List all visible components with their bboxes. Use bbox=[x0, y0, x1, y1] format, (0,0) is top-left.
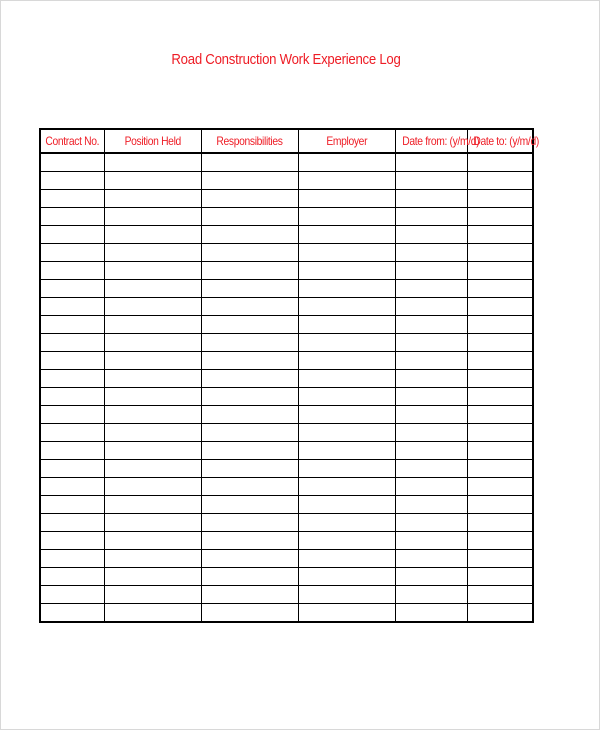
cell-date-from[interactable] bbox=[395, 460, 467, 478]
cell-employer[interactable] bbox=[298, 406, 395, 424]
cell-responsibilities[interactable] bbox=[201, 442, 298, 460]
cell-date-to[interactable] bbox=[467, 334, 533, 352]
cell-employer[interactable] bbox=[298, 532, 395, 550]
cell-date-from[interactable] bbox=[395, 424, 467, 442]
table-row bbox=[40, 226, 533, 244]
cell-employer[interactable] bbox=[298, 208, 395, 226]
cell-responsibilities[interactable] bbox=[201, 352, 298, 370]
cell-responsibilities[interactable] bbox=[201, 334, 298, 352]
cell-responsibilities[interactable] bbox=[201, 244, 298, 262]
cell-employer[interactable] bbox=[298, 334, 395, 352]
cell-responsibilities[interactable] bbox=[201, 586, 298, 604]
cell-date-to[interactable] bbox=[467, 442, 533, 460]
cell-responsibilities[interactable] bbox=[201, 316, 298, 334]
cell-contract-no[interactable] bbox=[40, 442, 104, 460]
cell-date-from[interactable] bbox=[395, 262, 467, 280]
cell-date-to[interactable] bbox=[467, 190, 533, 208]
cell-employer[interactable] bbox=[298, 352, 395, 370]
table-row bbox=[40, 172, 533, 190]
cell-position-held[interactable] bbox=[104, 550, 201, 568]
cell-contract-no[interactable] bbox=[40, 262, 104, 280]
cell-date-to[interactable] bbox=[467, 226, 533, 244]
cell-date-from[interactable] bbox=[395, 190, 467, 208]
page-title: Road Construction Work Experience Log bbox=[171, 51, 401, 68]
cell-responsibilities[interactable] bbox=[201, 514, 298, 532]
cell-date-to[interactable] bbox=[467, 298, 533, 316]
cell-date-to[interactable] bbox=[467, 478, 533, 496]
cell-employer[interactable] bbox=[298, 514, 395, 532]
table-row bbox=[40, 262, 533, 280]
cell-date-to[interactable] bbox=[467, 460, 533, 478]
cell-position-held[interactable] bbox=[104, 496, 201, 514]
cell-position-held[interactable] bbox=[104, 514, 201, 532]
cell-position-held[interactable] bbox=[104, 190, 201, 208]
cell-date-from[interactable] bbox=[395, 586, 467, 604]
cell-contract-no[interactable] bbox=[40, 352, 104, 370]
cell-date-to[interactable] bbox=[467, 550, 533, 568]
cell-position-held[interactable] bbox=[104, 406, 201, 424]
table-row bbox=[40, 496, 533, 514]
column-header-employer: Employer bbox=[298, 129, 395, 153]
cell-responsibilities[interactable] bbox=[201, 208, 298, 226]
cell-employer[interactable] bbox=[298, 262, 395, 280]
cell-date-from[interactable] bbox=[395, 478, 467, 496]
table-row bbox=[40, 478, 533, 496]
cell-employer[interactable] bbox=[298, 316, 395, 334]
cell-employer[interactable] bbox=[298, 244, 395, 262]
column-header-contract-no: Contract No. bbox=[40, 129, 104, 153]
cell-date-to[interactable] bbox=[467, 262, 533, 280]
cell-date-from[interactable] bbox=[395, 298, 467, 316]
cell-date-to[interactable] bbox=[467, 208, 533, 226]
cell-date-from[interactable] bbox=[395, 568, 467, 586]
table-row bbox=[40, 406, 533, 424]
cell-contract-no[interactable] bbox=[40, 298, 104, 316]
cell-position-held[interactable] bbox=[104, 153, 201, 172]
cell-date-from[interactable] bbox=[395, 388, 467, 406]
cell-responsibilities[interactable] bbox=[201, 226, 298, 244]
table-row bbox=[40, 424, 533, 442]
cell-date-from[interactable] bbox=[395, 153, 467, 172]
cell-contract-no[interactable] bbox=[40, 153, 104, 172]
cell-contract-no[interactable] bbox=[40, 604, 104, 623]
cell-date-to[interactable] bbox=[467, 568, 533, 586]
table-row bbox=[40, 586, 533, 604]
cell-employer[interactable] bbox=[298, 226, 395, 244]
table-row bbox=[40, 514, 533, 532]
cell-employer[interactable] bbox=[298, 496, 395, 514]
column-header-responsibilities: Responsibilities bbox=[201, 129, 298, 153]
table-row bbox=[40, 460, 533, 478]
cell-contract-no[interactable] bbox=[40, 424, 104, 442]
cell-responsibilities[interactable] bbox=[201, 478, 298, 496]
cell-contract-no[interactable] bbox=[40, 190, 104, 208]
table-row bbox=[40, 316, 533, 334]
cell-responsibilities[interactable] bbox=[201, 153, 298, 172]
cell-position-held[interactable] bbox=[104, 226, 201, 244]
cell-position-held[interactable] bbox=[104, 298, 201, 316]
cell-date-to[interactable] bbox=[467, 406, 533, 424]
cell-employer[interactable] bbox=[298, 586, 395, 604]
cell-employer[interactable] bbox=[298, 568, 395, 586]
cell-contract-no[interactable] bbox=[40, 460, 104, 478]
cell-contract-no[interactable] bbox=[40, 568, 104, 586]
cell-employer[interactable] bbox=[298, 478, 395, 496]
cell-responsibilities[interactable] bbox=[201, 298, 298, 316]
cell-position-held[interactable] bbox=[104, 352, 201, 370]
cell-contract-no[interactable] bbox=[40, 406, 104, 424]
table-row bbox=[40, 352, 533, 370]
cell-contract-no[interactable] bbox=[40, 280, 104, 298]
cell-employer[interactable] bbox=[298, 172, 395, 190]
cell-responsibilities[interactable] bbox=[201, 406, 298, 424]
cell-contract-no[interactable] bbox=[40, 388, 104, 406]
cell-responsibilities[interactable] bbox=[201, 568, 298, 586]
cell-employer[interactable] bbox=[298, 460, 395, 478]
cell-date-to[interactable] bbox=[467, 244, 533, 262]
cell-date-to[interactable] bbox=[467, 604, 533, 623]
cell-date-to[interactable] bbox=[467, 586, 533, 604]
cell-responsibilities[interactable] bbox=[201, 190, 298, 208]
cell-responsibilities[interactable] bbox=[201, 532, 298, 550]
table-row bbox=[40, 190, 533, 208]
table-row bbox=[40, 550, 533, 568]
experience-log-table bbox=[39, 128, 539, 623]
cell-date-to[interactable] bbox=[467, 514, 533, 532]
cell-date-from[interactable] bbox=[395, 334, 467, 352]
cell-date-from[interactable] bbox=[395, 496, 467, 514]
cell-position-held[interactable] bbox=[104, 478, 201, 496]
cell-contract-no[interactable] bbox=[40, 550, 104, 568]
cell-responsibilities[interactable] bbox=[201, 172, 298, 190]
cell-contract-no[interactable] bbox=[40, 478, 104, 496]
table-row bbox=[40, 370, 533, 388]
cell-contract-no[interactable] bbox=[40, 226, 104, 244]
cell-date-from[interactable] bbox=[395, 280, 467, 298]
cell-responsibilities[interactable] bbox=[201, 370, 298, 388]
cell-date-from[interactable] bbox=[395, 406, 467, 424]
cell-position-held[interactable] bbox=[104, 262, 201, 280]
cell-contract-no[interactable] bbox=[40, 370, 104, 388]
table-row bbox=[40, 604, 533, 623]
table-row bbox=[40, 532, 533, 550]
cell-responsibilities[interactable] bbox=[201, 550, 298, 568]
cell-position-held[interactable] bbox=[104, 460, 201, 478]
cell-position-held[interactable] bbox=[104, 532, 201, 550]
cell-position-held[interactable] bbox=[104, 586, 201, 604]
cell-date-from[interactable] bbox=[395, 442, 467, 460]
cell-date-to[interactable] bbox=[467, 496, 533, 514]
table-row bbox=[40, 153, 533, 172]
column-header-date-from: Date from: (y/m/d) bbox=[395, 129, 467, 153]
cell-position-held[interactable] bbox=[104, 172, 201, 190]
cell-date-to[interactable] bbox=[467, 172, 533, 190]
cell-position-held[interactable] bbox=[104, 442, 201, 460]
cell-position-held[interactable] bbox=[104, 208, 201, 226]
column-header-position-held: Position Held bbox=[104, 129, 201, 153]
cell-contract-no[interactable] bbox=[40, 334, 104, 352]
cell-position-held[interactable] bbox=[104, 334, 201, 352]
cell-date-from[interactable] bbox=[395, 604, 467, 623]
cell-contract-no[interactable] bbox=[40, 514, 104, 532]
cell-date-to[interactable] bbox=[467, 532, 533, 550]
cell-responsibilities[interactable] bbox=[201, 604, 298, 623]
cell-employer[interactable] bbox=[298, 550, 395, 568]
cell-employer[interactable] bbox=[298, 280, 395, 298]
cell-date-to[interactable] bbox=[467, 424, 533, 442]
cell-date-from[interactable] bbox=[395, 352, 467, 370]
cell-contract-no[interactable] bbox=[40, 586, 104, 604]
table-row bbox=[40, 280, 533, 298]
cell-position-held[interactable] bbox=[104, 604, 201, 623]
cell-date-from[interactable] bbox=[395, 172, 467, 190]
cell-position-held[interactable] bbox=[104, 316, 201, 334]
cell-position-held[interactable] bbox=[104, 370, 201, 388]
table-row bbox=[40, 244, 533, 262]
cell-responsibilities[interactable] bbox=[201, 262, 298, 280]
cell-date-from[interactable] bbox=[395, 550, 467, 568]
cell-date-from[interactable] bbox=[395, 370, 467, 388]
cell-position-held[interactable] bbox=[104, 424, 201, 442]
cell-date-from[interactable] bbox=[395, 208, 467, 226]
cell-employer[interactable] bbox=[298, 153, 395, 172]
table-row bbox=[40, 568, 533, 586]
cell-position-held[interactable] bbox=[104, 568, 201, 586]
cell-contract-no[interactable] bbox=[40, 316, 104, 334]
cell-date-from[interactable] bbox=[395, 244, 467, 262]
cell-employer[interactable] bbox=[298, 424, 395, 442]
cell-date-to[interactable] bbox=[467, 370, 533, 388]
cell-date-to[interactable] bbox=[467, 316, 533, 334]
cell-contract-no[interactable] bbox=[40, 496, 104, 514]
table-row bbox=[40, 388, 533, 406]
cell-date-to[interactable] bbox=[467, 352, 533, 370]
cell-position-held[interactable] bbox=[104, 244, 201, 262]
cell-date-from[interactable] bbox=[395, 532, 467, 550]
cell-date-to[interactable] bbox=[467, 388, 533, 406]
table-row bbox=[40, 334, 533, 352]
cell-contract-no[interactable] bbox=[40, 208, 104, 226]
cell-responsibilities[interactable] bbox=[201, 424, 298, 442]
cell-date-to[interactable] bbox=[467, 280, 533, 298]
cell-responsibilities[interactable] bbox=[201, 388, 298, 406]
cell-position-held[interactable] bbox=[104, 388, 201, 406]
cell-position-held[interactable] bbox=[104, 280, 201, 298]
table-row bbox=[40, 298, 533, 316]
cell-employer[interactable] bbox=[298, 190, 395, 208]
cell-contract-no[interactable] bbox=[40, 172, 104, 190]
cell-date-from[interactable] bbox=[395, 514, 467, 532]
cell-employer[interactable] bbox=[298, 388, 395, 406]
cell-contract-no[interactable] bbox=[40, 244, 104, 262]
cell-employer[interactable] bbox=[298, 298, 395, 316]
table-body bbox=[40, 153, 533, 622]
cell-employer[interactable] bbox=[298, 442, 395, 460]
cell-employer[interactable] bbox=[298, 604, 395, 623]
table-header-row bbox=[40, 129, 533, 153]
table-row bbox=[40, 442, 533, 460]
cell-contract-no[interactable] bbox=[40, 532, 104, 550]
cell-employer[interactable] bbox=[298, 370, 395, 388]
table-row bbox=[40, 208, 533, 226]
cell-date-from[interactable] bbox=[395, 226, 467, 244]
column-header-date-to: Date to: (y/m/d) bbox=[467, 129, 533, 153]
cell-date-from[interactable] bbox=[395, 316, 467, 334]
cell-date-to[interactable] bbox=[467, 153, 533, 172]
cell-responsibilities[interactable] bbox=[201, 280, 298, 298]
cell-responsibilities[interactable] bbox=[201, 460, 298, 478]
cell-responsibilities[interactable] bbox=[201, 496, 298, 514]
